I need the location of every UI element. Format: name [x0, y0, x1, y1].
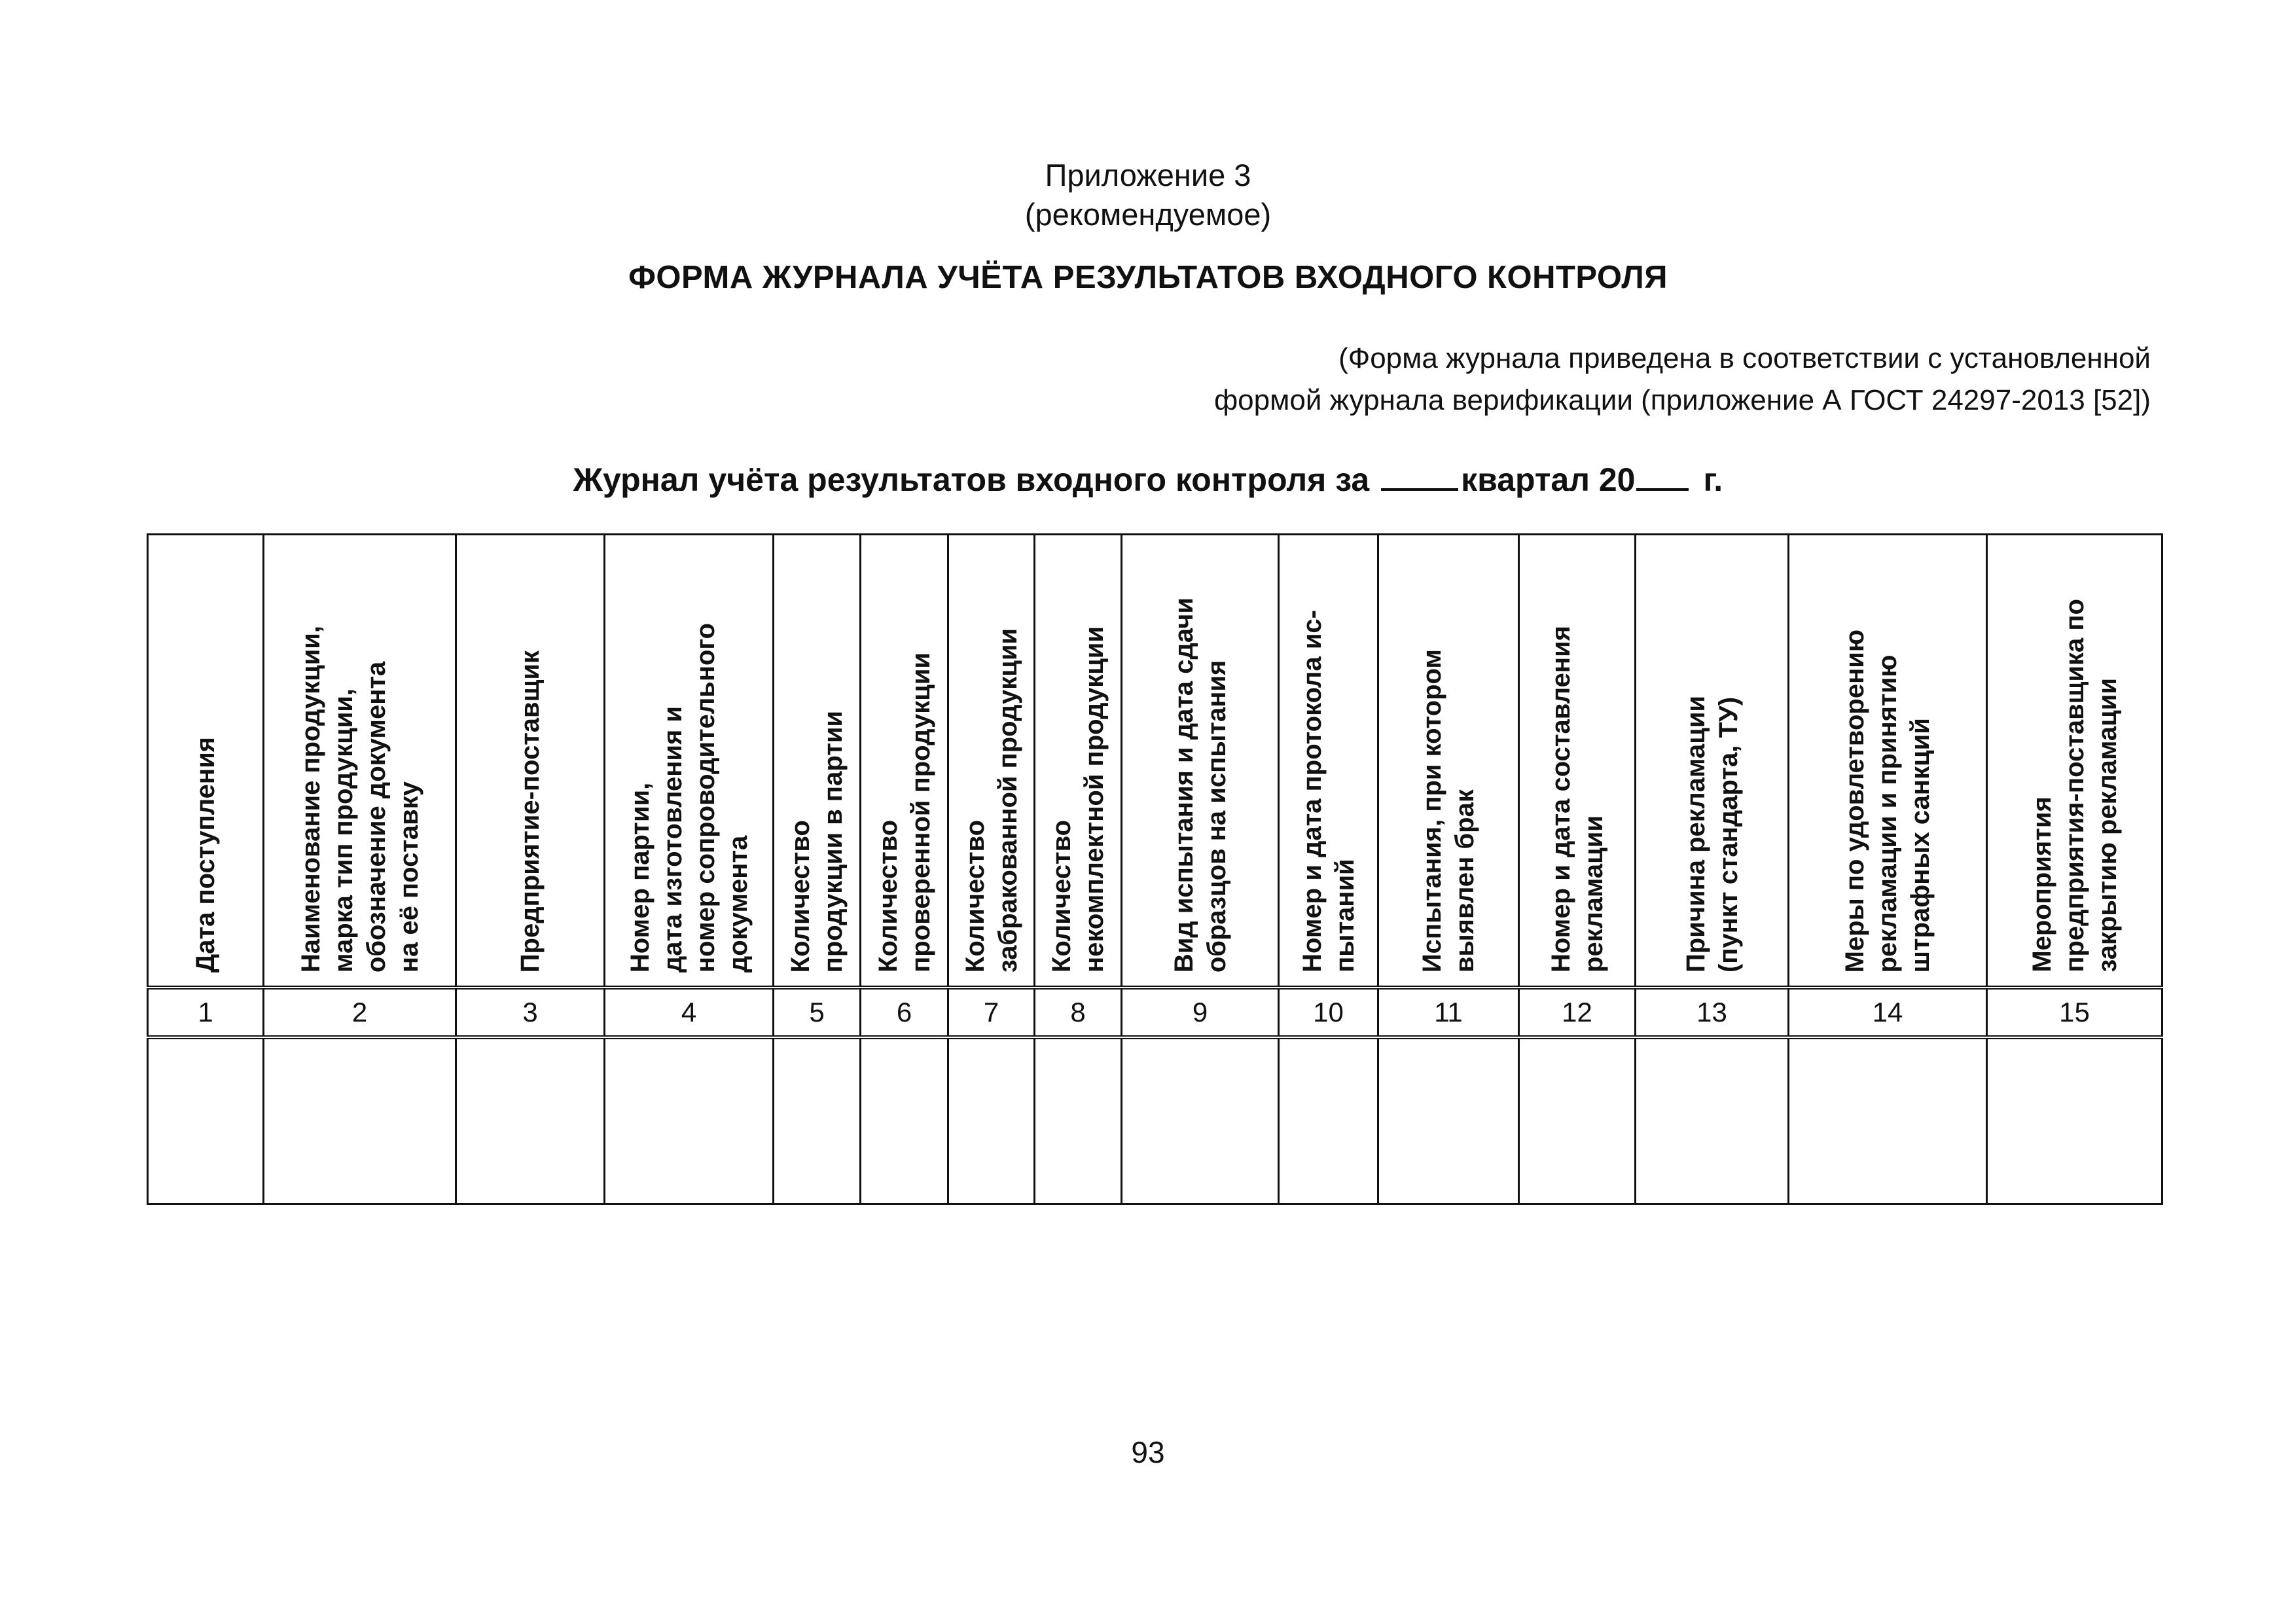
column-number: 10 [1279, 988, 1378, 1037]
appendix-heading [0, 156, 2296, 234]
table-cell [264, 1037, 456, 1204]
column-number: 5 [774, 988, 861, 1037]
column-header: Количество забракованной продукции [960, 628, 1022, 972]
column-header: Меры по удовлетворению рекламации и принятию штрафных санкций [1840, 629, 1935, 972]
column-header: Испытания, при котором выявлен брак [1418, 649, 1479, 972]
column-header: Дата поступления [191, 736, 220, 972]
column-header: Номер и дата протокола ис- пытаний [1297, 610, 1359, 972]
journal-title-year-suffix: г. [1703, 461, 1723, 498]
header-cell [456, 535, 605, 988]
column-header: Номер и дата составления рекламации [1546, 626, 1608, 972]
appendix-label: Приложение 3 [1045, 158, 1251, 192]
column-number: 3 [456, 988, 605, 1037]
header-cell [1987, 535, 2162, 988]
header-cell [264, 535, 456, 988]
header-cell [148, 535, 264, 988]
year-blank [1636, 462, 1689, 491]
table-cell [861, 1037, 948, 1204]
column-header: Причина рекламации (пункт стандарта, ТУ) [1681, 695, 1743, 972]
header-cell [1035, 535, 1122, 988]
column-number: 13 [1636, 988, 1789, 1037]
header-cell [1122, 535, 1279, 988]
table-cell [148, 1037, 264, 1204]
header-cell [1519, 535, 1636, 988]
table-cell [605, 1037, 774, 1204]
column-number: 11 [1378, 988, 1519, 1037]
table-cell [1279, 1037, 1378, 1204]
column-number: 6 [861, 988, 948, 1037]
journal-table [147, 533, 2163, 1205]
column-number: 8 [1035, 988, 1122, 1037]
header-cell [1378, 535, 1519, 988]
header-cell [774, 535, 861, 988]
table-cell [1789, 1037, 1987, 1204]
table-cell [456, 1037, 605, 1204]
table-cell [948, 1037, 1035, 1204]
column-number: 7 [948, 988, 1035, 1037]
table-cell [1035, 1037, 1122, 1204]
column-number: 2 [264, 988, 456, 1037]
page-number: 93 [1131, 1435, 1165, 1469]
quarter-blank [1381, 462, 1458, 491]
table-cell [1519, 1037, 1636, 1204]
header-cell [1636, 535, 1789, 988]
column-header: Вид испытания и дата сдачи образцов на испытания [1169, 597, 1231, 972]
column-number: 1 [148, 988, 264, 1037]
column-header: Мероприятия предприятия-поставщика по закрытию рекламации [2027, 599, 2122, 972]
table-header-row [148, 535, 2162, 988]
table-cell [774, 1037, 861, 1204]
header-cell [948, 535, 1035, 988]
form-note-line-1: (Форма журнала приведена в соответствии с установленной [1338, 342, 2151, 374]
column-header: Количество некомплектной продукции [1047, 626, 1109, 972]
column-number: 14 [1789, 988, 1987, 1037]
column-number: 4 [605, 988, 774, 1037]
table-cell [1636, 1037, 1789, 1204]
form-note [1214, 338, 2151, 421]
form-note-line-2: формой журнала верификации (приложение А ГОСТ 24297-2013 [52]) [1213, 384, 2151, 416]
header-cell [1279, 535, 1378, 988]
column-number-row [148, 988, 2162, 1037]
column-header: Предприятие-поставщик [516, 650, 545, 972]
journal-title-text: Журнал учёта результатов входного контроля за [573, 461, 1370, 498]
table-row [148, 1037, 2162, 1204]
form-title: ФОРМА ЖУРНАЛА УЧЁТА РЕЗУЛЬТАТОВ ВХОДНОГО КОНТРОЛЯ [628, 260, 1668, 295]
header-cell [1789, 535, 1987, 988]
journal-title-quarter: квартал 20 [1461, 461, 1636, 498]
journal-title [0, 461, 2296, 499]
column-header: Наименование продукции, марка тип продукции, обозначение документа на её поставку [296, 625, 423, 972]
table-cell [1378, 1037, 1519, 1204]
header-cell [861, 535, 948, 988]
table-cell [1987, 1037, 2162, 1204]
column-number: 12 [1519, 988, 1636, 1037]
header-cell [605, 535, 774, 988]
column-number: 15 [1987, 988, 2162, 1037]
table-cell [1122, 1037, 1279, 1204]
appendix-status: (рекомендуемое) [1024, 197, 1272, 232]
column-header: Количество продукции в партии [786, 710, 848, 972]
column-number: 9 [1122, 988, 1279, 1037]
column-header: Номер партии, дата изготовления и номер сопроводительного документа [625, 622, 753, 972]
column-header: Количество проверенной продукции [873, 652, 935, 972]
